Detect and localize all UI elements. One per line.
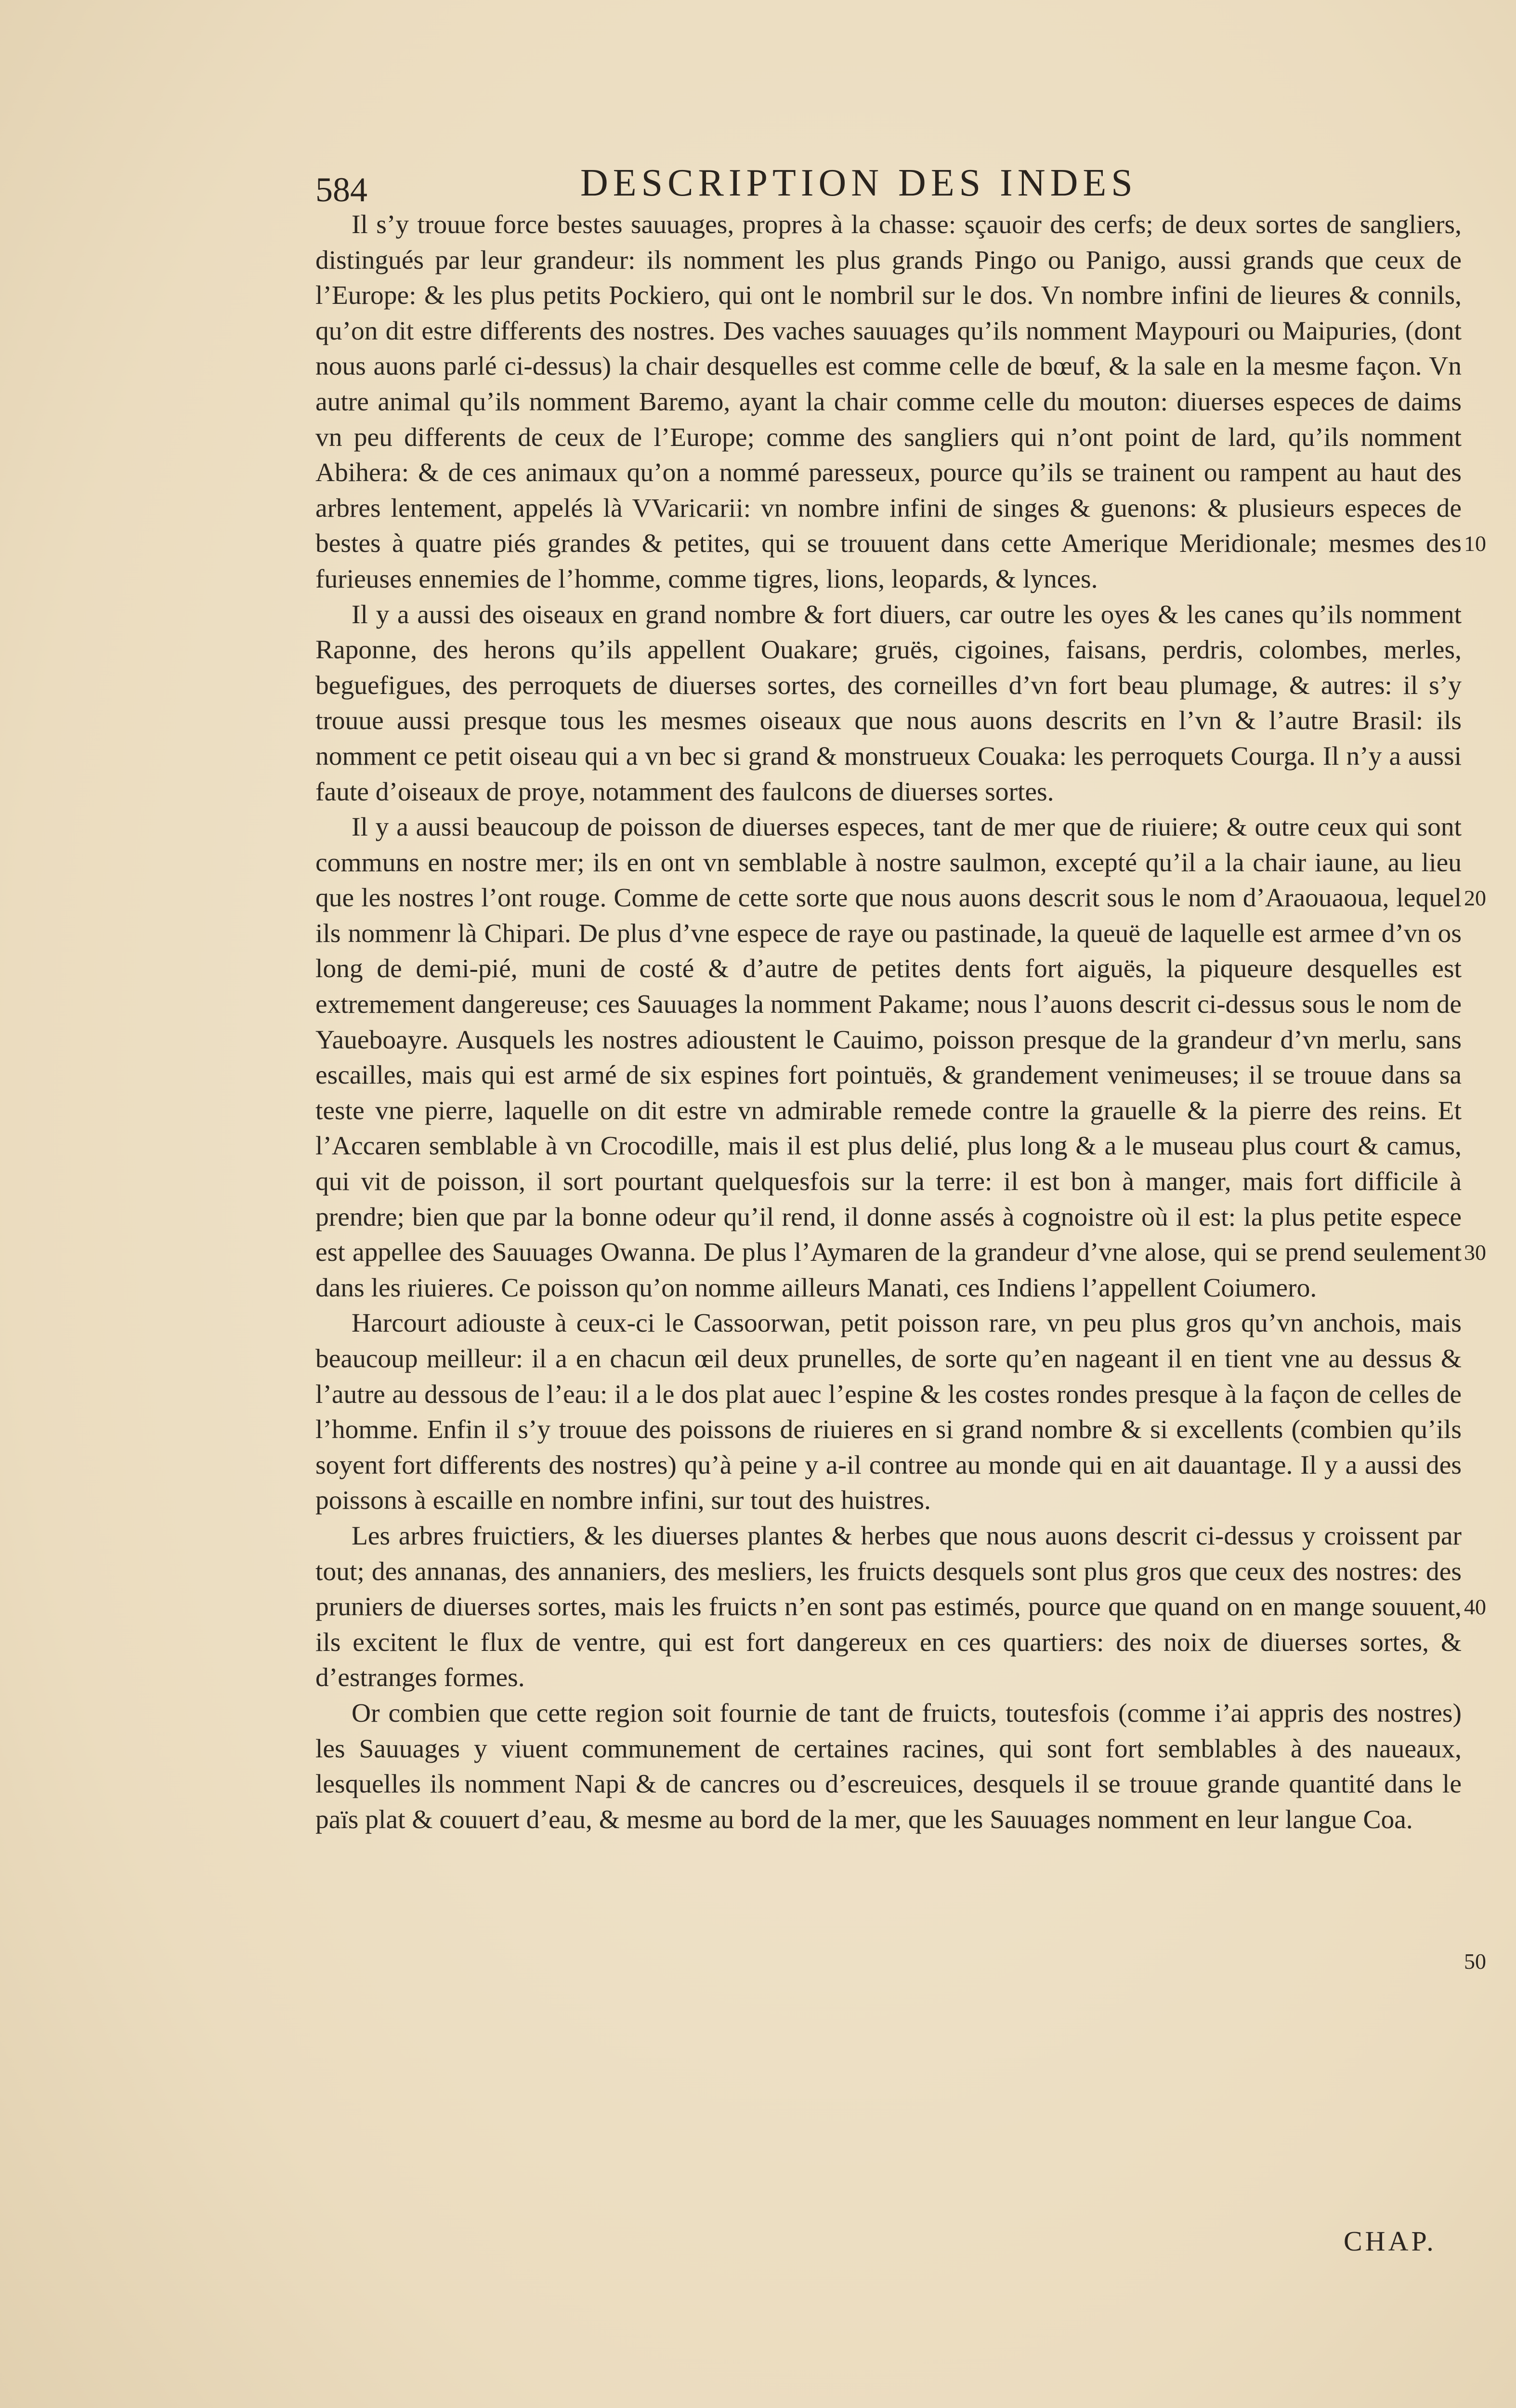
- paragraph-birds: Il y a aussi des oiseaux en grand nombre & fort diuers, car outre les oyes & les canes qu’ils nomment Raponne, des herons qu’ils appellent Ouakare; gruës, cigoines, faisans, perdris, colombes, merles, beguefigues, des perroquets de diuerses sortes, des corneilles d’vn fort beau plumage, & autres: il s’y trouue aussi presque tous les mesmes oiseaux que nous auons descrits en l’vn & l’autre Brasil: ils nomment ce petit oiseau qui a vn bec si grand & monstrueux Couaka: les perroquets Courga. Il n’y a aussi faute d’oiseaux de proye, notamment des faulcons de diuerses sortes.: [315, 600, 1462, 807]
- page-header: [315, 161, 1230, 214]
- paragraph-beasts: Il s’y trouue force bestes sauuages, propres à la chasse: sçauoir des cerfs; de deux sortes de sangliers, distingués par leur grandeur: ils nomment les plus grands Pingo ou Panigo, aussi grands que ceux de l’Europe: & les plus petits Pockiero, qui ont le nombril sur le dos. Vn nombre infini de lieures & connils, qu’on dit estre differents des nostres. Des vaches sauuages qu’ils nomment Maypouri ou Maipuries, (dont nous auons parlé ci-dessus) la chair desquelles est comme celle de bœuf, & la sale en la mesme façon. Vn autre animal qu’ils nomment Baremo, ayant la chair comme celle du mouton: diuerses especes de daims vn peu differents de ceux de l’Europe; comme des sangliers qui n’ont point de lard, qu’ils nomment Abihera: & de ces animaux qu’on a nommé paresseux, pource qu’ils se trainent ou rampent au haut des arbres lentement, appelés là VVaricarii: vn nombre infini de singes & guenons: & plusieurs especes de bestes à quatre piés grandes & petites, qui se trouuent dans cette Amerique Meridionale; mesmes des furieuses ennemies de l’homme, comme tigres, lions, leopards, & lynces.: [315, 210, 1462, 594]
- paragraph-harcourt: Harcourt adiouste à ceux-ci le Cassoorwan, petit poisson rare, vn peu plus gros qu’vn anchois, mais beaucoup meilleur: il a en chacun œil deux prunelles, de sorte qu’en nageant il en tient vne au dessus & l’autre au dessous de l’eau: il a le dos plat auec l’espine & les costes rondes presque à la façon de celles de l’homme. Enfin il s’y trouue des poissons de riuieres en si grand nombre & si excellents (combien qu’ils soyent fort differents des nostres) qu’à peine y a-il contree au monde qui en ait dauantage. Il y a aussi des poissons à escaille en nombre infini, sur tout des huistres.: [315, 1309, 1462, 1516]
- running-title: DESCRIPTION DES INDES: [580, 162, 1137, 204]
- margin-number: 40: [1464, 1595, 1486, 1620]
- margin-number: 30: [1464, 1240, 1486, 1265]
- body-text: [315, 207, 1462, 1837]
- paragraph-roots: Or combien que cette region soit fournie de tant de fruicts, toutesfois (comme i’ai appris des nostres) les Sauuages y viuent communement de certaines racines, qui sont fort semblables à des naueaux, lesquelles ils nomment Napi & de cancres ou d’escreuices, desquels il se trouue grande quantité dans le païs plat & couuert d’eau, & mesme au bord de la mer, que les Sauuages nomment en leur langue Coa.: [315, 1698, 1462, 1834]
- margin-line-numbers: [1464, 0, 1512, 2408]
- folio-number: 584: [315, 170, 367, 209]
- catchword: CHAP.: [1344, 2225, 1437, 2257]
- paragraph-fish: Il y a aussi beaucoup de poisson de diuerses especes, tant de mer que de riuiere; & outre ceux qui sont communs en nostre mer; ils en ont vn semblable à nostre saulmon, excepté qu’il a la chair iaune, au lieu que les nostres l’ont rouge. Comme de cette sorte que nous auons descrit sous le nom d’Araouaoua, lequel ils nommenr là Chipari. De plus d’vne espece de raye ou pastinade, la queuë de laquelle est armee d’vn os long de demi-pié, muni de costé & d’autre de petites dents fort aiguës, la piqueure desquelles est extremement dangereuse; ces Sauuages la nomment Pakame; nous l’auons descrit ci-dessus sous le nom de Yaueboayre. Ausquels les nostres adioustent le Cauimo, poisson presque de la grandeur d’vn merlu, sans escailles, mais qui est armé de six espines fort pointuës, & grandement venimeuses; il se trouue dans sa teste vne pierre, laquelle on dit estre vn admirable remede contre la grauelle & la pierre des reins. Et l’Accaren semblable à vn Crocodille, mais il est plus delié, plus long & a le museau plus court & camus, qui vit de poisson, il sort pourtant quelquesfois sur la terre: il est bon à manger, mais fort difficile à prendre; bien que par la bonne odeur qu’il rend, il donne assés à cognoistre où il est: la plus petite espece est appellee des Sauuages Owanna. De plus l’Aymaren de la grandeur d’vne alose, qui se prend seulement dans les riuieres. Ce poisson qu’on nomme ailleurs Manati, ces Indiens l’appellent Coiumero.: [315, 812, 1462, 1303]
- margin-number: 50: [1464, 1949, 1486, 1974]
- paragraph-fruit-trees: Les arbres fruictiers, & les diuerses plantes & herbes que nous auons descrit ci-dessus y croissent par tout; des annanas, des annaniers, des mesliers, les fruicts desquels sont plus gros que ceux des nostres: des pruniers de diuerses sortes, mais les fruicts n’en sont pas estimés, pource que quand on en mange souuent, ils excitent le flux de ventre, qui est fort dangereux en ces quartiers: des noix de diuerses sortes, & d’estranges formes.: [315, 1521, 1462, 1693]
- margin-number: 20: [1464, 886, 1486, 911]
- margin-number: 10: [1464, 531, 1486, 556]
